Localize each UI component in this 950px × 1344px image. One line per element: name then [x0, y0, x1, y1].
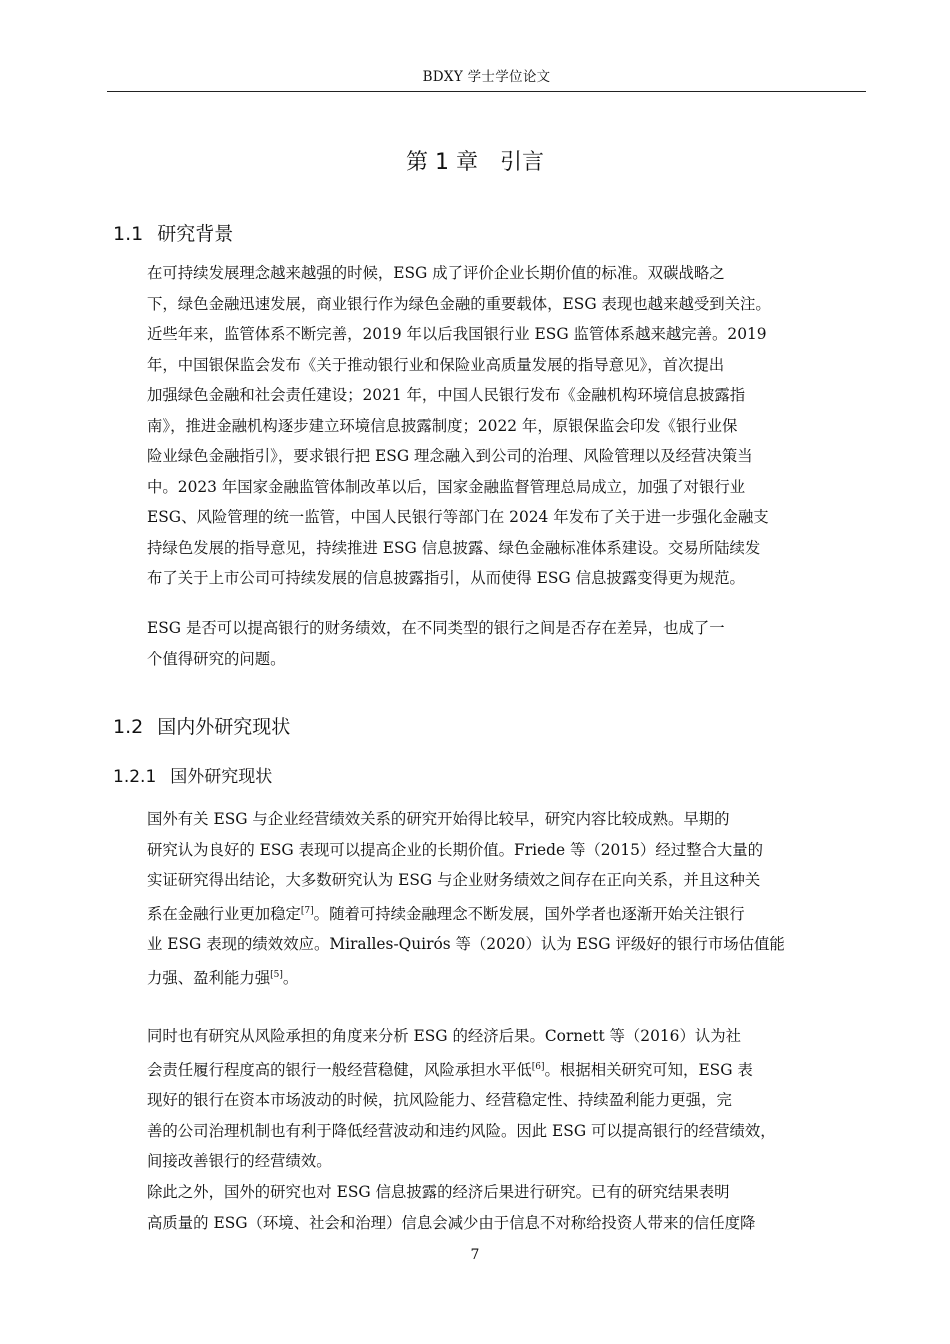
text-line: 险业绿色金融指引》，要求银行把 ESG 理念融入到公司的治理、风险管理以及经营决策当: [147, 447, 753, 465]
text-line: 同时也有研究从风险承担的角度来分析 ESG 的经济后果。Cornett 等（2016）认为社: [147, 1027, 742, 1045]
text-line: 高质量的 ESG（环境、社会和治理）信息会减少由于信息不对称给投资人带来的信任度降: [147, 1213, 756, 1232]
section-heading-1-1: [113, 219, 233, 249]
text-line: 国外有关 ESG 与企业经营绩效关系的研究开始得比较早，研究内容比较成熟。早期的: [147, 810, 730, 828]
citation-ref: [7]: [300, 905, 314, 916]
text-line: 间接改善银行的经营绩效。: [147, 1152, 332, 1171]
text-line: 布了关于上市公司可持续发展的信息披露指引，从而使得 ESG 信息披露变得更为规范。: [147, 569, 745, 587]
text-line: [113, 1052, 858, 1086]
paragraph-foreign-2: [113, 1021, 858, 1177]
text-line: 年，中国银保监会发布《关于推动银行业和保险业高质量发展的指导意见》，首次提出: [147, 355, 725, 374]
text-line: 业 ESG 表现的绩效效应。Miralles-Quirós 等（2020）认为 ESG 评级好的银行市场估值能: [147, 935, 785, 954]
section-title: 国内外研究现状: [157, 716, 291, 738]
text-line: 个值得研究的问题。: [147, 649, 286, 668]
text-line: 南》，推进金融机构逐步建立环境信息披露制度；2022 年，原银保监会印发《银行业保: [147, 416, 738, 435]
subsection-heading-1-2-1: [113, 763, 272, 791]
text-run: 力强、盈利能力强: [147, 968, 271, 987]
text-line: ESG、风险管理的统一监管，中国人民银行等部门在 2024 年发布了关于进一步强化金融支: [147, 508, 769, 526]
text-line: 研究认为良好的 ESG 表现可以提高企业的长期价值。Friede 等（2015）经过整合大量的: [147, 840, 764, 859]
subsection-number: 1.2.1: [113, 767, 157, 787]
text-line: 中。2023 年国家金融监管体制改革以后，国家金融监督管理总局成立，加强了对银行业: [147, 477, 746, 496]
text-line: 加强绿色金融和社会责任建设；2021 年，中国人民银行发布《金融机构环境信息披露指: [147, 386, 746, 404]
section-number: 1.1: [113, 223, 144, 245]
page-number: 7: [470, 1247, 480, 1263]
text-line: 除此之外，国外的研究也对 ESG 信息披露的经济后果进行研究。已有的研究结果表明: [147, 1183, 730, 1201]
paragraph-background-1: [113, 258, 858, 594]
section-number: 1.2: [113, 716, 144, 738]
text-line: 现好的银行在资本市场波动的时候，抗风险能力、经营稳定性、持续盈利能力更强，完: [147, 1091, 732, 1110]
text-run: 。: [282, 968, 299, 987]
text-line: [113, 960, 858, 994]
citation-ref: [5]: [270, 969, 283, 980]
text-line: 在可持续发展理念越来越强的时候，ESG 成了评价企业长期价值的标准。双碳战略之: [147, 264, 725, 282]
text-run: 会责任履行程度高的银行一般经营稳健，风险承担水平低: [147, 1060, 532, 1079]
subsection-title: 国外研究现状: [170, 767, 273, 787]
text-line: 持绿色发展的指导意见，持续推进 ESG 信息披露、绿色金融标准体系建设。交易所陆续发: [147, 538, 761, 557]
chapter-title: 第 1 章 引言: [406, 150, 544, 175]
text-run: 系在金融行业更加稳定: [147, 904, 301, 923]
text-line: [113, 896, 858, 930]
text-line: 实证研究得出结论，大多数研究认为 ESG 与企业财务绩效之间存在正向关系，并且这种关: [147, 871, 761, 889]
section-title: 研究背景: [157, 223, 234, 245]
section-heading-1-2: [113, 712, 290, 742]
paragraph-foreign-3: [113, 1177, 858, 1238]
paragraph-background-2: [113, 613, 858, 674]
text-run: 。随着可持续金融理念不断发展，国外学者也逐渐开始关注银行: [313, 904, 745, 923]
text-line: 近些年来，监管体系不断完善，2019 年以后我国银行业 ESG 监管体系越来越完善。2019: [147, 325, 767, 343]
running-header: BDXY 学士学位论文: [107, 64, 866, 92]
text-line: 下，绿色金融迅速发展，商业银行作为绿色金融的重要载体，ESG 表现也越来越受到关注。: [147, 294, 771, 313]
text-line: ESG 是否可以提高银行的财务绩效，在不同类型的银行之间是否存在差异，也成了一: [147, 619, 725, 637]
text-run: 。根据相关研究可知，ESG 表: [544, 1060, 753, 1079]
citation-ref: [6]: [531, 1061, 545, 1072]
text-line: 善的公司治理机制也有利于降低经营波动和违约风险。因此 ESG 可以提高银行的经营绩效，: [147, 1121, 776, 1140]
paragraph-foreign-1: [113, 804, 858, 993]
